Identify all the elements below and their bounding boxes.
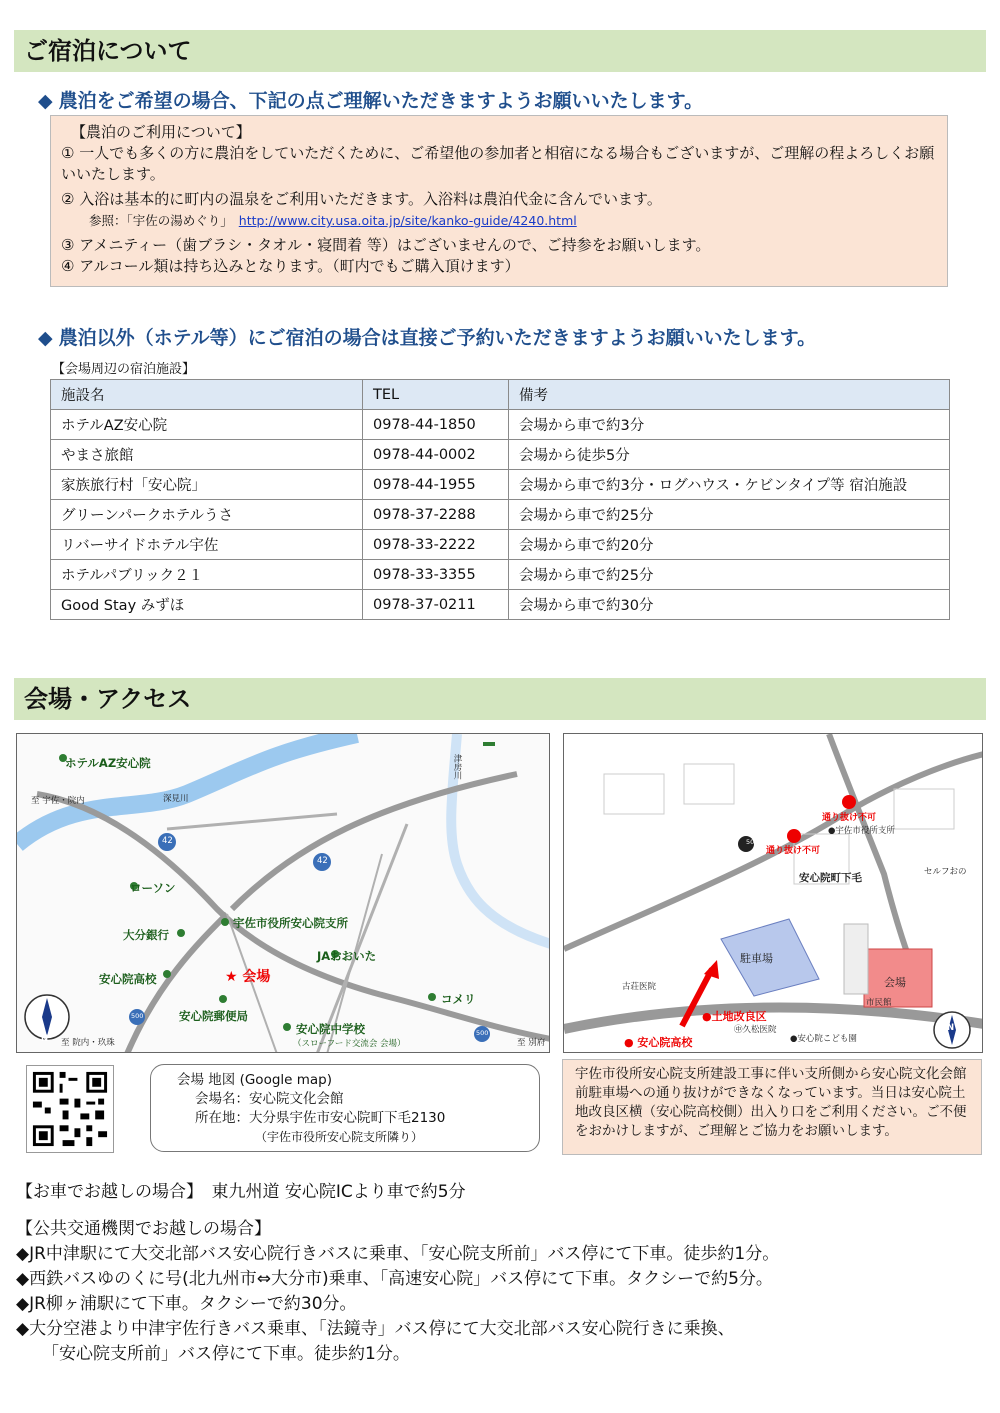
map-label-to-beppu: 至 別府 xyxy=(517,1038,546,1048)
google-map-qr-code[interactable] xyxy=(26,1065,114,1153)
route-42-a: 42 xyxy=(162,836,173,846)
table-row xyxy=(51,410,950,440)
map2-route-500: 500 xyxy=(746,838,759,846)
column-header-name: 施設名 xyxy=(51,380,363,410)
hotel-note: 会場から徒歩5分 xyxy=(509,440,950,470)
construction-warning: 宇佐市役所安心院支所建設工事に伴い支所側から安心院文化会館前駐車場への通り抜けができなくなっています。当日は安心院土地改良区横（安心院高校側）出入り口をご利用ください。ご不便をおかけしますが、ご理解とご協力をお願いします。 xyxy=(562,1059,982,1155)
farm-box-item-3: ③ アメニティー（歯ブラシ・タオル・寝間着 等）はございませんので、ご持参をお願いします。 xyxy=(61,236,711,254)
access-directions xyxy=(16,1180,986,1367)
map2-hisamatsu: ㊥久松医院 xyxy=(734,1025,777,1035)
map-label-to-usa: 至 宇佐・院内 xyxy=(31,796,85,806)
route-500-a: 500 xyxy=(131,1012,144,1020)
ic-badge xyxy=(483,742,495,746)
onsen-guide-link[interactable]: http://www.city.usa.oita.jp/site/kanko-guide/4240.html xyxy=(238,213,577,228)
map-label-hotel-az: ホテルAZ安心院 xyxy=(65,756,151,770)
map2-venue: 会場 xyxy=(884,976,906,989)
farm-box-reference xyxy=(61,210,937,231)
map-label-to-innai: 至 院内・玖珠 xyxy=(61,1038,115,1048)
table-header-row xyxy=(51,380,950,410)
table-row xyxy=(51,590,950,620)
callout-venue-name: 会場名：安心院文化会館 xyxy=(195,1091,344,1107)
public-line-4-continued: 「安心院支所前」バス停にて下車。徒歩約1分。 xyxy=(42,1344,410,1364)
map2-compass-north: N xyxy=(947,1023,955,1033)
map-label-high-school: 安心院高校 xyxy=(99,972,157,986)
map-label-river2: 津房川 xyxy=(452,754,462,780)
hotel-note-title xyxy=(38,323,816,350)
hotel-name: ホテルパブリック２１ xyxy=(51,560,363,590)
by-car-directions: 【お車でお越しの場合】 東九州道 安心院ICより車で約5分 xyxy=(16,1182,466,1202)
farm-stay-note-text: 農泊をご希望の場合、下記の点ご理解いただきますようお願いいたします。 xyxy=(58,90,704,112)
farm-box-title: 【農泊のご利用について】 xyxy=(71,123,251,141)
hotel-table xyxy=(50,379,950,620)
table-row xyxy=(51,530,950,560)
lodging-section-heading: ご宿泊について xyxy=(14,30,986,72)
map2-land-office: ●土地改良区 xyxy=(702,1010,767,1023)
callout-address: 所在地：大分県宇佐市安心院町下毛2130 xyxy=(195,1110,446,1126)
hotel-tel: 0978-37-2288 xyxy=(363,500,509,530)
callout-map-title: 会場 地図 (Google map) xyxy=(177,1072,333,1088)
diamond-bullet-icon: ◆ xyxy=(38,327,53,349)
hotel-tel: 0978-37-0211 xyxy=(363,590,509,620)
hotel-name: グリーンパークホテルうさ xyxy=(51,500,363,530)
map2-venue-sub: 市民館 xyxy=(866,998,892,1008)
table-row xyxy=(51,440,950,470)
map-label-venue: ★ 会場 xyxy=(225,969,271,985)
map-label-post-office: 安心院郵便局 xyxy=(179,1009,248,1023)
table-row xyxy=(51,560,950,590)
hotel-note: 会場から車で約3分・ログハウス・ケビンタイプ等 宿泊施設 xyxy=(509,470,950,500)
farm-stay-note-title xyxy=(38,86,703,113)
hotel-note: 会場から車で約30分 xyxy=(509,590,950,620)
public-line-2: ◆西鉄バスゆのくに号(北九州市⇔大分市)乗車、「高速安心院」バス停にて下車。タクシーで約5分。 xyxy=(16,1269,773,1289)
hotel-tel: 0978-33-2222 xyxy=(363,530,509,560)
map-label-river: 深見川 xyxy=(163,794,189,804)
hotel-note: 会場から車で約3分 xyxy=(509,410,950,440)
public-line-4: ◆大分空港より中津宇佐行きバス乗車、「法鏡寺」バス停にて大交北部バス安心院行きに乗換、 xyxy=(16,1319,735,1339)
hotel-name: Good Stay みずほ xyxy=(51,590,363,620)
column-header-tel: TEL xyxy=(363,380,509,410)
access-section-heading: 会場・アクセス xyxy=(14,678,986,720)
venue-detail-drawing xyxy=(564,734,983,1053)
area-map xyxy=(16,733,550,1053)
hotel-note: 会場から車で約25分 xyxy=(509,560,950,590)
diamond-bullet-icon: ◆ xyxy=(38,90,53,112)
map-label-slow-food: （スローフード交流会 会場） xyxy=(293,1039,406,1049)
route-500-b: 500 xyxy=(476,1029,489,1037)
map2-kodomo: ●安心院こども園 xyxy=(790,1034,857,1044)
hotel-note: 会場から車で約20分 xyxy=(509,530,950,560)
farm-box-item-2: ② 入浴は基本的に町内の温泉をご利用いただきます。入浴料は農泊代金に含んでいます。 xyxy=(61,190,662,208)
public-line-1: ◆JR中津駅にて大交北部バス安心院行きバスに乗車、「安心院支所前」バス停にて下車。徒歩約1分。 xyxy=(16,1244,780,1264)
map2-no-through-2: 通り抜け不可 xyxy=(766,846,821,856)
venue-detail-map xyxy=(563,733,983,1053)
hotel-note: 会場から車で約25分 xyxy=(509,500,950,530)
hotel-name: 家族旅行村「安心院」 xyxy=(51,470,363,500)
hotel-name: やまさ旅館 xyxy=(51,440,363,470)
table-row xyxy=(51,500,950,530)
hotel-name: リバーサイドホテル宇佐 xyxy=(51,530,363,560)
hotel-note-text: 農泊以外（ホテル等）にご宿泊の場合は直接ご予約いただきますようお願いいたします。 xyxy=(58,327,817,349)
farm-box-item-1: ① 一人でも多くの方に農泊をしていただくために、ご希望他の参加者と相宿になる場合もございますが、ご理解の程よろしくお願いいたします。 xyxy=(61,144,935,183)
map2-clinic: 古荘医院 xyxy=(622,982,657,992)
map2-branch-office: ●宇佐市役所支所 xyxy=(828,826,895,836)
hotel-tel: 0978-44-0002 xyxy=(363,440,509,470)
reference-label: 参照：「宇佐の湯めぐり」 xyxy=(89,213,233,228)
map2-no-through-1: 通り抜け不可 xyxy=(822,813,877,823)
map2-parking: 駐車場 xyxy=(740,952,773,965)
hotel-name: ホテルAZ安心院 xyxy=(51,410,363,440)
farm-box-item-4: ④ アルコール類は持ち込みとなります。（町内でもご購入頂けます） xyxy=(61,257,520,275)
hotel-tel: 0978-44-1955 xyxy=(363,470,509,500)
map-label-junior-high: 安心院中学校 xyxy=(296,1022,365,1036)
map2-seven: セルフおの xyxy=(924,867,967,877)
map-label-lawson: ローソン xyxy=(130,881,176,895)
map-label-city-office: 宇佐市役所安心院支所 xyxy=(233,916,348,930)
callout-address-note: （宇佐市役所安心院支所隣り） xyxy=(255,1130,424,1144)
table-row xyxy=(51,470,950,500)
map-label-ja: JAおおいた xyxy=(317,949,377,963)
hotel-tel: 0978-44-1850 xyxy=(363,410,509,440)
map-info-callout xyxy=(150,1064,540,1152)
map2-high-school: ● 安心院高校 xyxy=(624,1036,693,1049)
column-header-notes: 備考 xyxy=(509,380,950,410)
public-transport-title: 【公共交通機関でお越しの場合】 xyxy=(16,1219,271,1239)
table-caption: 【会場周辺の宿泊施設】 xyxy=(52,362,196,377)
farm-stay-notice-box xyxy=(50,115,948,287)
public-line-3: ◆JR柳ヶ浦駅にて下車。タクシーで約30分。 xyxy=(16,1294,357,1314)
route-42-b: 42 xyxy=(317,856,328,866)
map-label-oita-bank: 大分銀行 xyxy=(123,928,169,942)
hotel-tel: 0978-33-3355 xyxy=(363,560,509,590)
compass-north: N xyxy=(41,1034,49,1044)
map2-town-name: 安心院町下毛 xyxy=(799,872,862,884)
map-label-comeri: コメリ xyxy=(441,992,476,1006)
